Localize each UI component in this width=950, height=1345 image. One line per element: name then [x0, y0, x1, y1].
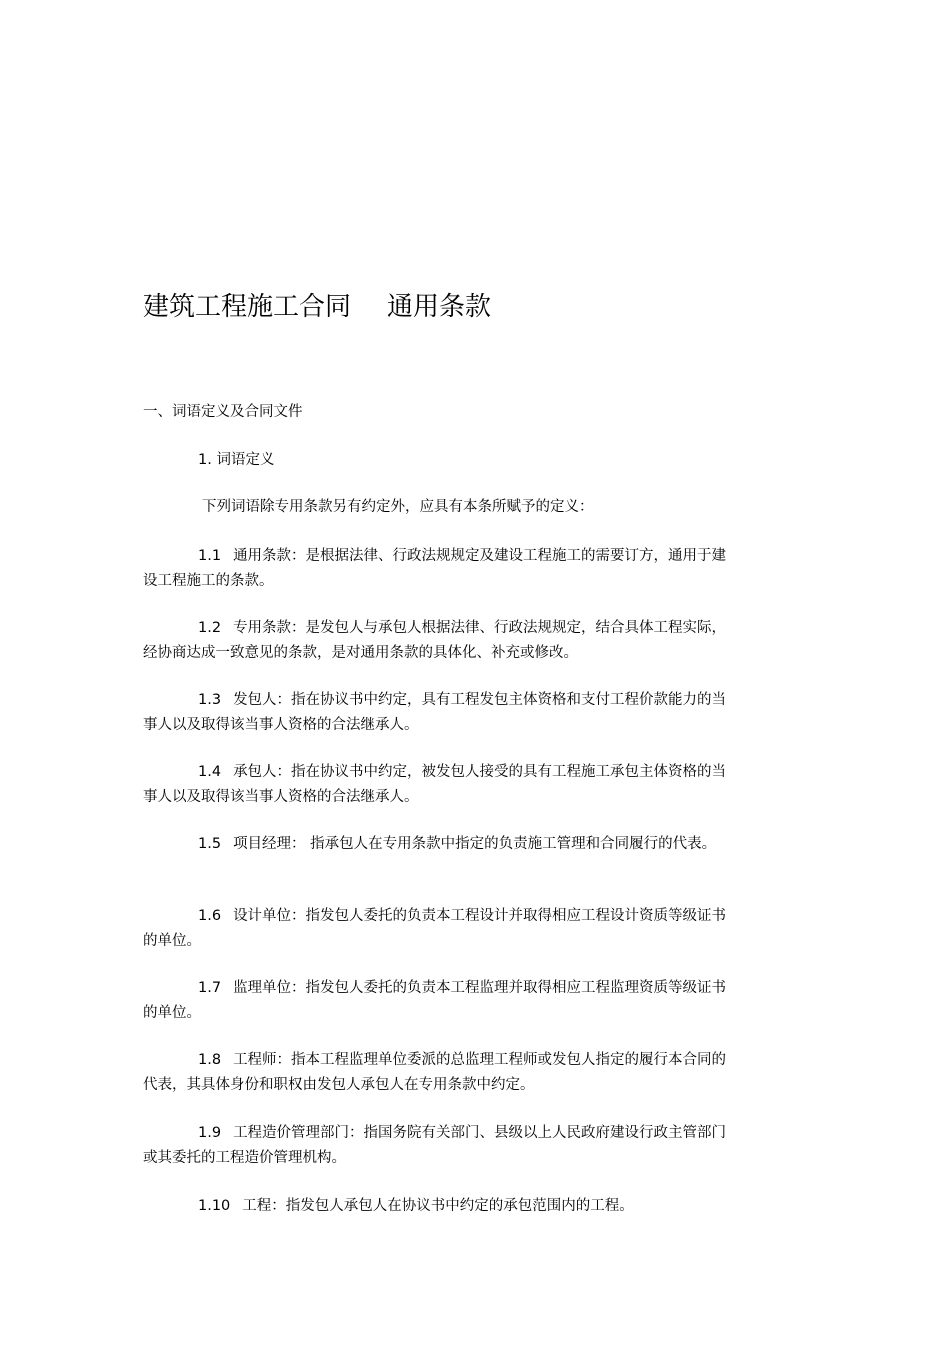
clause-text: 工程师：指本工程监理单位委派的总监理工程师或发包人指定的履行本合同的	[233, 1052, 727, 1068]
clause-text: 监理单位：指发包人委托的负责本工程监理并取得相应工程监理资质等级证书	[233, 980, 727, 996]
clause-text: 通用条款：是根据法律、行政法规规定及建设工程施工的需要订方，通用于建	[233, 548, 727, 564]
clause-text: 承包人：指在协议书中约定，被发包人接受的具有工程施工承包主体资格的当	[233, 764, 727, 780]
clause-number: 1.7	[198, 980, 222, 996]
clause-continuation: 代表，其具体身份和职权由发包人承包人在专用条款中约定。	[143, 1077, 535, 1093]
sub-heading: 1. 词语定义	[198, 452, 275, 468]
clause-number: 1.5	[198, 836, 222, 852]
clause-line	[198, 1193, 634, 1219]
clause-continuation: 或其委托的工程造价管理机构。	[143, 1150, 346, 1166]
section-heading: 一、词语定义及合同文件	[143, 404, 303, 420]
clause-continuation: 事人以及取得该当事人资格的合法继承人。	[143, 717, 419, 733]
clause-text: 工程：指发包人承包人在协议书中约定的承包范围内的工程。	[242, 1198, 634, 1214]
page-title	[143, 288, 491, 326]
clause-line	[198, 975, 726, 1001]
clause-number: 1.2	[198, 620, 222, 636]
clause-text: 专用条款：是发包人与承包人根据法律、行政法规规定，结合具体工程实际，	[233, 620, 727, 636]
clause-continuation: 事人以及取得该当事人资格的合法继承人。	[143, 789, 419, 805]
clause-text: 发包人：指在协议书中约定，具有工程发包主体资格和支付工程价款能力的当	[233, 692, 727, 708]
clause-number: 1.9	[198, 1125, 222, 1141]
clause-line	[198, 759, 726, 785]
clause-number: 1.10	[198, 1198, 231, 1214]
clause-line	[198, 687, 726, 713]
intro-paragraph: 下列词语除专用条款另有约定外，应具有本条所赋予的定义：	[202, 499, 594, 515]
title-contract-name: 建筑工程施工合同	[143, 292, 352, 322]
clause-continuation: 设工程施工的条款。	[143, 573, 274, 589]
clause-line	[198, 1047, 726, 1073]
clause-text: 工程造价管理部门：指国务院有关部门、县级以上人民政府建设行政主管部门	[233, 1125, 727, 1141]
clause-text: 设计单位：指发包人委托的负责本工程设计并取得相应工程设计资质等级证书	[233, 908, 727, 924]
clause-number: 1.1	[198, 548, 222, 564]
clause-number: 1.3	[198, 692, 222, 708]
clause-continuation: 的单位。	[143, 933, 201, 949]
clause-line	[198, 543, 726, 569]
clause-line	[198, 903, 726, 929]
clause-line	[198, 615, 726, 641]
clause-line	[198, 831, 716, 857]
clause-continuation: 经协商达成一致意见的条款，是对通用条款的具体化、补充或修改。	[143, 645, 578, 661]
clause-number: 1.6	[198, 908, 222, 924]
clause-number: 1.8	[198, 1052, 222, 1068]
clause-line	[198, 1120, 726, 1146]
clause-continuation: 的单位。	[143, 1005, 201, 1021]
title-general-terms: 通用条款	[387, 292, 492, 322]
clause-number: 1.4	[198, 764, 222, 780]
clause-text: 项目经理： 指承包人在专用条款中指定的负责施工管理和合同履行的代表。	[233, 836, 717, 852]
